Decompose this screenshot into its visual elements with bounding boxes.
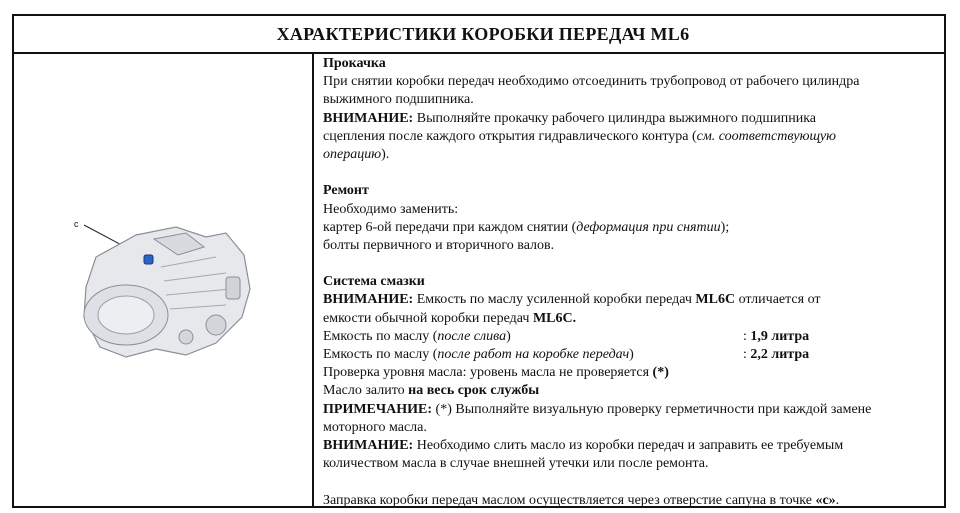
capacity-row: Емкость по маслу (после работ на коробке передач) : 2,2 литра bbox=[323, 347, 810, 362]
paragraph-line: картер 6-ой передачи при каждом снятии (деформация при снятии); bbox=[323, 219, 730, 235]
section-heading: Ремонт bbox=[323, 183, 369, 199]
paragraph-line: Масло залито на весь срок службы bbox=[323, 383, 540, 399]
capacity-row: Емкость по маслу (после слива) : 1,9 литра bbox=[323, 328, 810, 344]
paragraph-line: Заправка коробки передач маслом осуществляется через отверстие сапуна в точке «c». bbox=[323, 492, 840, 508]
paragraph-line: болты первичного и вторичного валов. bbox=[323, 237, 555, 253]
title-row bbox=[14, 16, 944, 54]
spec-table bbox=[12, 14, 946, 508]
paragraph-line: При снятии коробки передач необходимо отсоединить трубопровод от рабочего цилиндра bbox=[323, 74, 860, 90]
capacity-value: 2,2 литра bbox=[750, 347, 810, 362]
warning-line: ВНИМАНИЕ: Емкость по маслу усиленной коробки передач ML6C отличается от bbox=[323, 292, 821, 308]
paragraph-line: Необходимо заменить: bbox=[323, 201, 459, 217]
section-heading: Прокачка bbox=[323, 56, 386, 71]
capacity-value: 1,9 литра bbox=[750, 328, 810, 344]
warning-line: операцию). bbox=[323, 146, 390, 162]
warning-line: сцепления после каждого открытия гидравлического контура (см. соответствующую bbox=[323, 128, 836, 144]
callout-label-c: c bbox=[74, 219, 79, 229]
figure-cell bbox=[14, 52, 314, 506]
page-title: ХАРАКТЕРИСТИКИ КОРОБКИ ПЕРЕДАЧ ML6 bbox=[276, 23, 690, 44]
paragraph-line: Проверка уровня масла: уровень масла не проверяется (*) bbox=[323, 365, 669, 381]
gearbox-illustration-icon bbox=[66, 197, 262, 367]
spec-text bbox=[323, 55, 935, 510]
warning-line: количеством масла в случае внешней утечки или после ремонта. bbox=[323, 456, 709, 472]
warning-line: ВНИМАНИЕ: Необходимо слить масло из коробки передач и заправить ее требуемым bbox=[323, 437, 844, 453]
warning-line: ВНИМАНИЕ: Выполняйте прокачку рабочего цилиндра выжимного подшипника bbox=[323, 110, 817, 126]
warning-line: емкости обычной коробки передач ML6C. bbox=[323, 310, 577, 326]
content-cell bbox=[314, 52, 944, 506]
note-line: моторного масла. bbox=[323, 419, 427, 435]
section-heading: Система смазки bbox=[323, 274, 425, 290]
paragraph-line: выжимного подшипника. bbox=[323, 92, 474, 108]
note-line: ПРИМЕЧАНИЕ: (*) Выполняйте визуальную проверку герметичности при каждой замене bbox=[323, 401, 872, 417]
